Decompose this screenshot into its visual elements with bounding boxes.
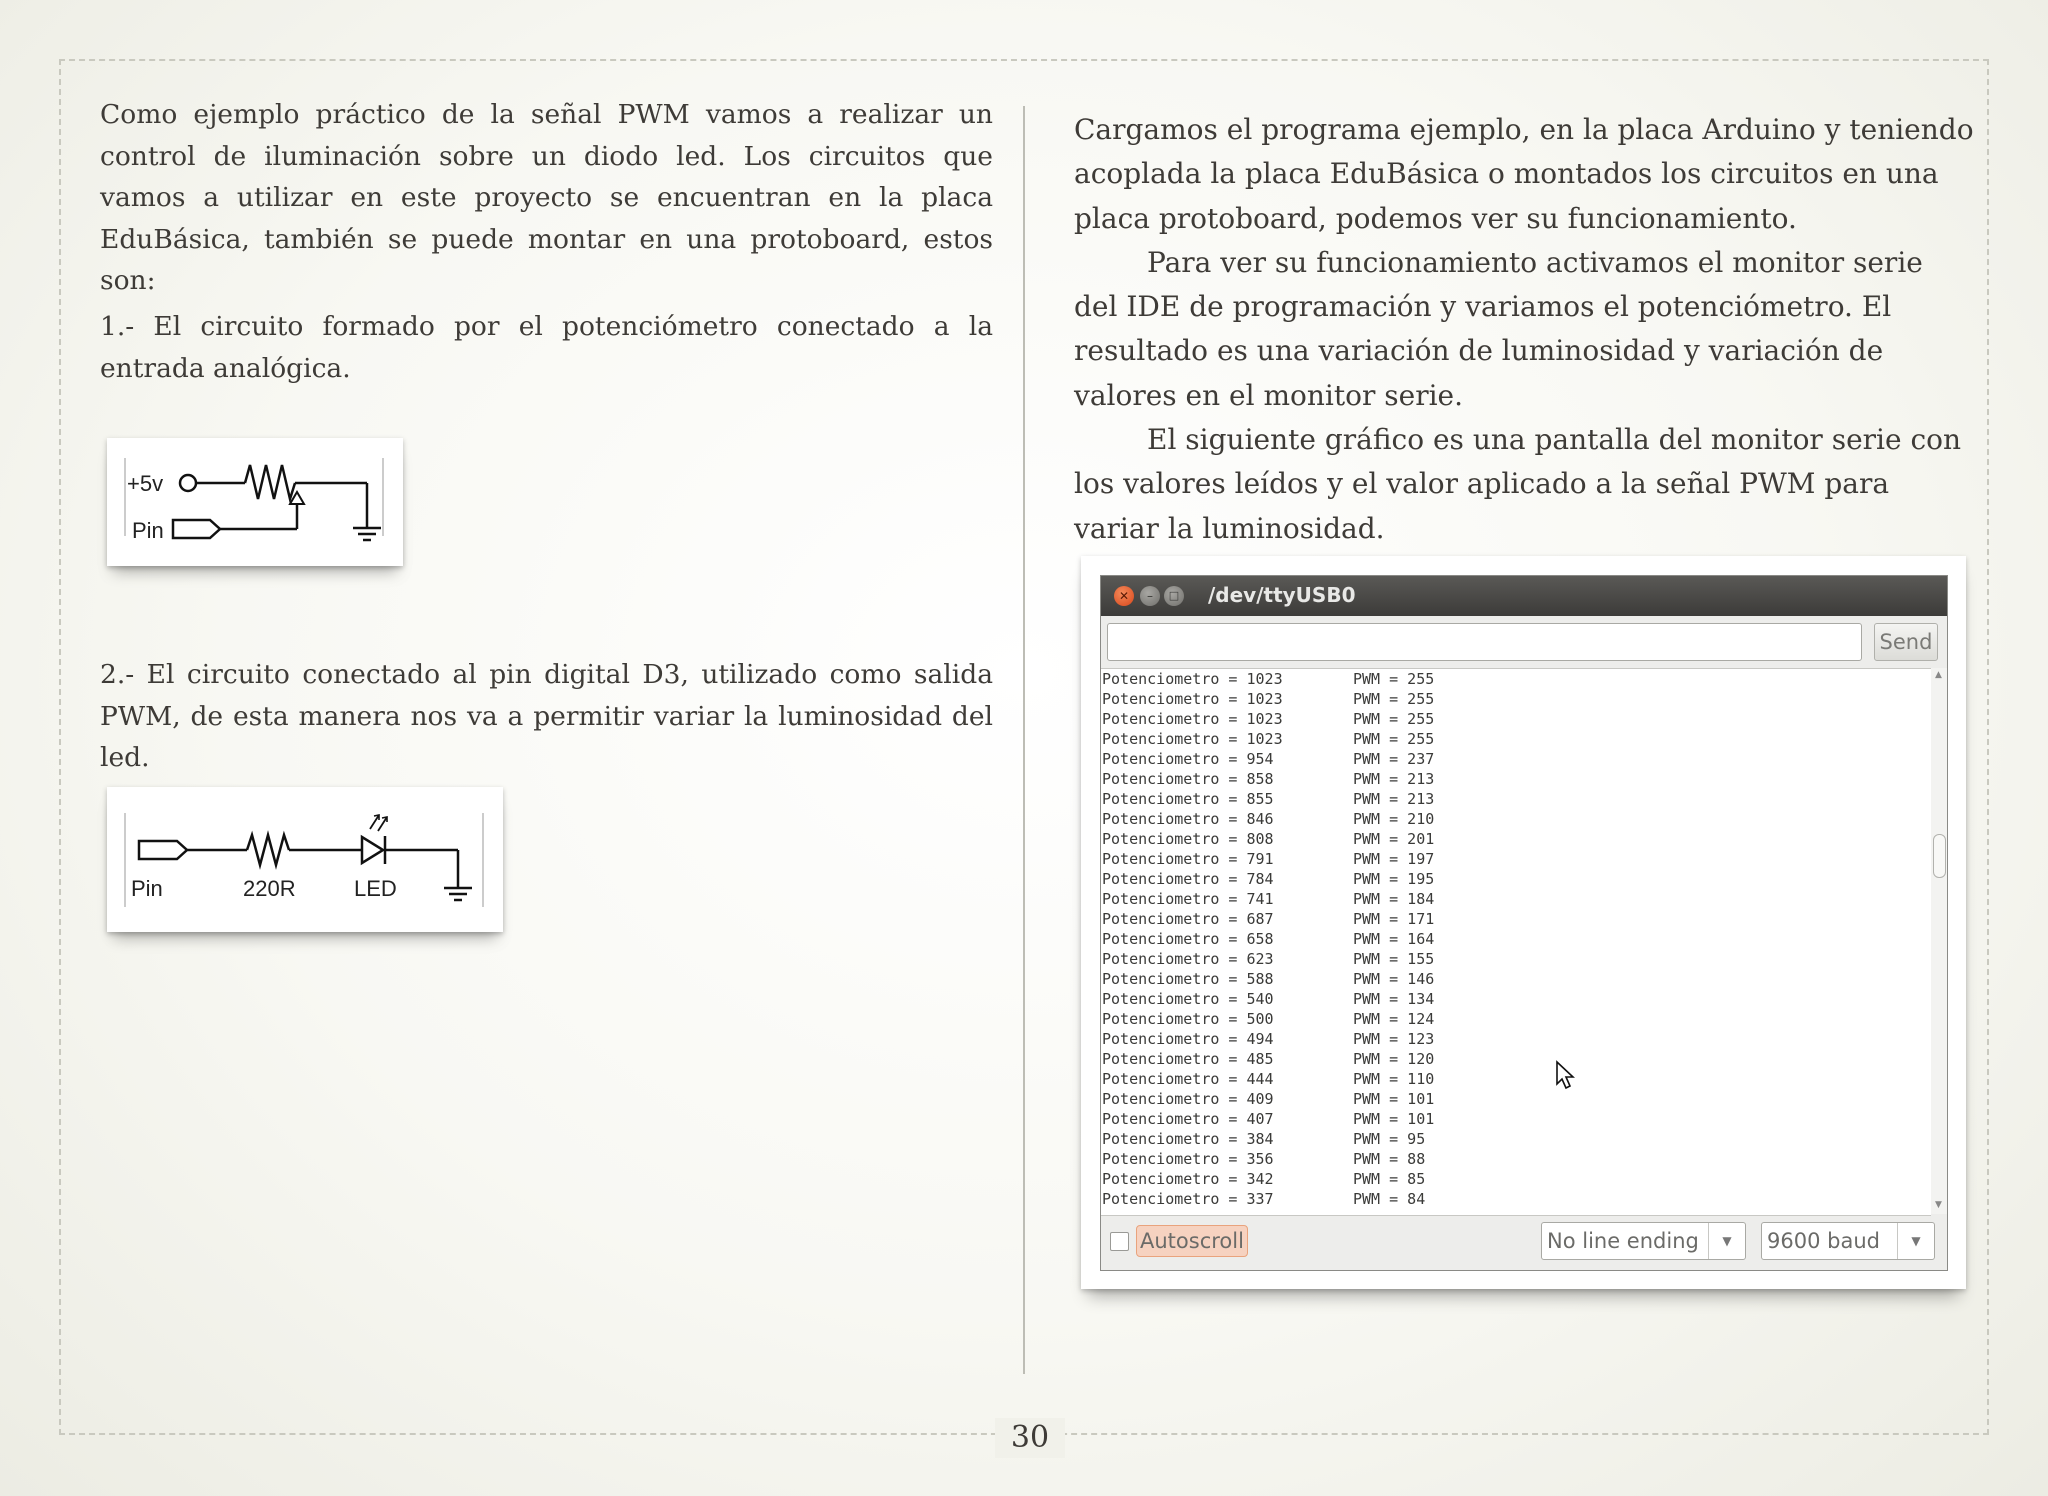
serial-output-line [1102,1149,1426,1169]
potentiometer-reading: Potenciometro = 954 [1102,750,1274,768]
pwm-value: PWM = 213 [1353,770,1435,788]
potentiometer-reading: Potenciometro = 791 [1102,850,1274,868]
potentiometer-circuit-figure [107,438,403,566]
serial-output-line [1102,989,1435,1009]
pwm-value: PWM = 255 [1353,710,1435,728]
serial-output-line [1102,909,1435,929]
pwm-value: PWM = 197 [1353,850,1435,868]
scroll-down-icon[interactable]: ▼ [1935,1200,1942,1210]
potentiometer-reading: Potenciometro = 409 [1102,1090,1274,1108]
resistor-label: 220R [243,876,296,901]
potentiometer-reading: Potenciometro = 342 [1102,1170,1274,1188]
supply-label: +5v [127,471,164,496]
serial-output-line [1102,929,1435,949]
serial-output-line [1102,1109,1435,1129]
pwm-value: PWM = 85 [1353,1170,1426,1188]
pwm-value: PWM = 101 [1353,1090,1435,1108]
pwm-value: PWM = 171 [1353,910,1435,928]
pin-label: Pin [132,518,164,543]
scrollbar-thumb[interactable] [1933,834,1946,878]
pwm-value: PWM = 201 [1353,830,1435,848]
potentiometer-reading: Potenciometro = 337 [1102,1190,1274,1208]
vertical-scrollbar[interactable] [1931,668,1947,1214]
serial-output-line [1102,1049,1435,1069]
pwm-value: PWM = 101 [1353,1110,1435,1128]
baud-rate-select[interactable] [1761,1222,1935,1260]
pin-connector-icon [139,841,187,859]
led-circuit-figure [107,787,503,932]
scroll-up-icon[interactable]: ▲ [1935,670,1942,680]
pwm-value: PWM = 255 [1353,730,1435,748]
pin-connector-icon [173,520,220,538]
line-ending-select[interactable] [1541,1222,1746,1260]
supply-terminal-icon [180,475,196,491]
resistor-icon [247,835,289,865]
bottom-bar [1101,1216,1947,1270]
serial-output-line [1102,969,1435,989]
potentiometer-reading: Potenciometro = 444 [1102,1070,1274,1088]
serial-output-line [1102,789,1435,809]
pwm-value: PWM = 124 [1353,1010,1435,1028]
pwm-value: PWM = 210 [1353,810,1435,828]
potentiometer-reading: Potenciometro = 846 [1102,810,1274,828]
pwm-value: PWM = 195 [1353,870,1435,888]
serial-output-line [1102,769,1435,789]
pwm-value: PWM = 213 [1353,790,1435,808]
pwm-value: PWM = 255 [1353,670,1435,688]
pwm-value: PWM = 95 [1353,1130,1426,1148]
serial-output-line [1102,1009,1435,1029]
send-button[interactable]: Send [1874,623,1938,661]
potentiometer-reading: Potenciometro = 1023 [1102,710,1283,728]
autoscroll-checkbox[interactable] [1110,1232,1129,1251]
right-paragraph-1: Cargamos el programa ejemplo, en la placa Arduino y teniendo acoplada la placa EduBásica o montados los circuitos en una placa protoboard, podemos ver su funcionamiento. [1074,113,1974,235]
potentiometer-circuit-diagram [107,438,403,566]
chevron-down-icon[interactable]: ▼ [1897,1223,1934,1259]
potentiometer-reading: Potenciometro = 1023 [1102,670,1283,688]
serial-output-line [1102,709,1435,729]
potentiometer-reading: Potenciometro = 356 [1102,1150,1274,1168]
pwm-value: PWM = 120 [1353,1050,1435,1068]
pwm-value: PWM = 88 [1353,1150,1426,1168]
potentiometer-reading: Potenciometro = 623 [1102,950,1274,968]
right-paragraph-3: El siguiente gráfico es una pantalla del monitor serie con los valores leídos y el valor aplicado a la señal PWM para variar la luminosidad. [1074,423,1962,545]
pwm-value: PWM = 146 [1353,970,1435,988]
maximize-icon[interactable]: □ [1164,586,1184,606]
serial-monitor-figure [1081,556,1966,1289]
autoscroll-label[interactable]: Autoscroll [1136,1225,1248,1257]
item-2-paragraph: 2.- El circuito conectado al pin digital D3, utilizado como salida PWM, de esta manera nos va a permitir variar la luminosidad del led. [100,659,993,773]
led-icon [362,837,383,863]
serial-output-line [1102,1189,1426,1209]
serial-output-line [1102,1069,1435,1089]
potentiometer-reading: Potenciometro = 494 [1102,1030,1274,1048]
led-circuit-diagram [107,787,503,932]
title-bar [1101,576,1947,616]
potentiometer-reading: Potenciometro = 500 [1102,1010,1274,1028]
potentiometer-reading: Potenciometro = 407 [1102,1110,1274,1128]
item-1-paragraph: 1.- El circuito formado por el potenciómetro conectado a la entrada analógica. [100,311,993,384]
potentiometer-reading: Potenciometro = 1023 [1102,730,1283,748]
serial-output-line [1102,1129,1426,1149]
pin-label: Pin [131,876,163,901]
serial-output-line [1102,829,1435,849]
serial-output-line [1102,749,1435,769]
pwm-value: PWM = 84 [1353,1190,1426,1208]
serial-output-line [1102,1169,1426,1189]
serial-output[interactable] [1101,668,1931,1216]
serial-output-line [1102,729,1435,749]
serial-output-line [1102,949,1435,969]
right-paragraph-2: Para ver su funcionamiento activamos el monitor serie del IDE de programación y variamos el potenciómetro. El resultado es una variación de luminosidad y variación de valores en el monitor serie. [1074,245,1923,412]
serial-output-line [1102,809,1435,829]
serial-input[interactable] [1107,623,1862,661]
pwm-value: PWM = 110 [1353,1070,1435,1088]
potentiometer-reading: Potenciometro = 485 [1102,1050,1274,1068]
led-label: LED [354,876,397,901]
serial-output-line [1102,869,1435,889]
baud-rate-value: 9600 baud [1767,1229,1880,1253]
potentiometer-reading: Potenciometro = 808 [1102,830,1274,848]
window-title: /dev/ttyUSB0 [1208,583,1356,607]
potentiometer-reading: Potenciometro = 858 [1102,770,1274,788]
potentiometer-reading: Potenciometro = 1023 [1102,690,1283,708]
pwm-value: PWM = 237 [1353,750,1435,768]
potentiometer-icon [245,465,295,499]
chevron-down-icon[interactable]: ▼ [1708,1223,1745,1259]
potentiometer-reading: Potenciometro = 741 [1102,890,1274,908]
line-ending-value: No line ending [1547,1229,1699,1253]
pwm-value: PWM = 123 [1353,1030,1435,1048]
potentiometer-reading: Potenciometro = 540 [1102,990,1274,1008]
minimize-icon[interactable]: – [1140,586,1160,606]
potentiometer-reading: Potenciometro = 658 [1102,930,1274,948]
close-icon[interactable]: ✕ [1114,586,1134,606]
pwm-value: PWM = 134 [1353,990,1435,1008]
pwm-value: PWM = 164 [1353,930,1435,948]
potentiometer-reading: Potenciometro = 784 [1102,870,1274,888]
serial-output-line [1102,1089,1435,1109]
pwm-value: PWM = 255 [1353,690,1435,708]
page-number: 30 [995,1418,1065,1458]
pwm-value: PWM = 155 [1353,950,1435,968]
serial-monitor-window [1100,575,1948,1271]
serial-output-line [1102,689,1435,709]
mouse-cursor-icon [1555,1060,1575,1090]
potentiometer-reading: Potenciometro = 687 [1102,910,1274,928]
pwm-value: PWM = 184 [1353,890,1435,908]
potentiometer-reading: Potenciometro = 384 [1102,1130,1274,1148]
serial-output-line [1102,1029,1435,1049]
column-divider [1023,106,1025,1374]
potentiometer-reading: Potenciometro = 588 [1102,970,1274,988]
serial-output-line [1102,849,1435,869]
serial-output-line [1102,669,1435,689]
right-column [1074,108,1974,551]
intro-paragraph: Como ejemplo práctico de la señal PWM vamos a realizar un control de iluminación sobre un diodo led. Los circuitos que vamos a utilizar en este proyecto se encuentran en la placa EduBásica, también se puede montar en una protoboard, estos son: [100,99,993,296]
potentiometer-reading: Potenciometro = 855 [1102,790,1274,808]
serial-output-line [1102,889,1435,909]
